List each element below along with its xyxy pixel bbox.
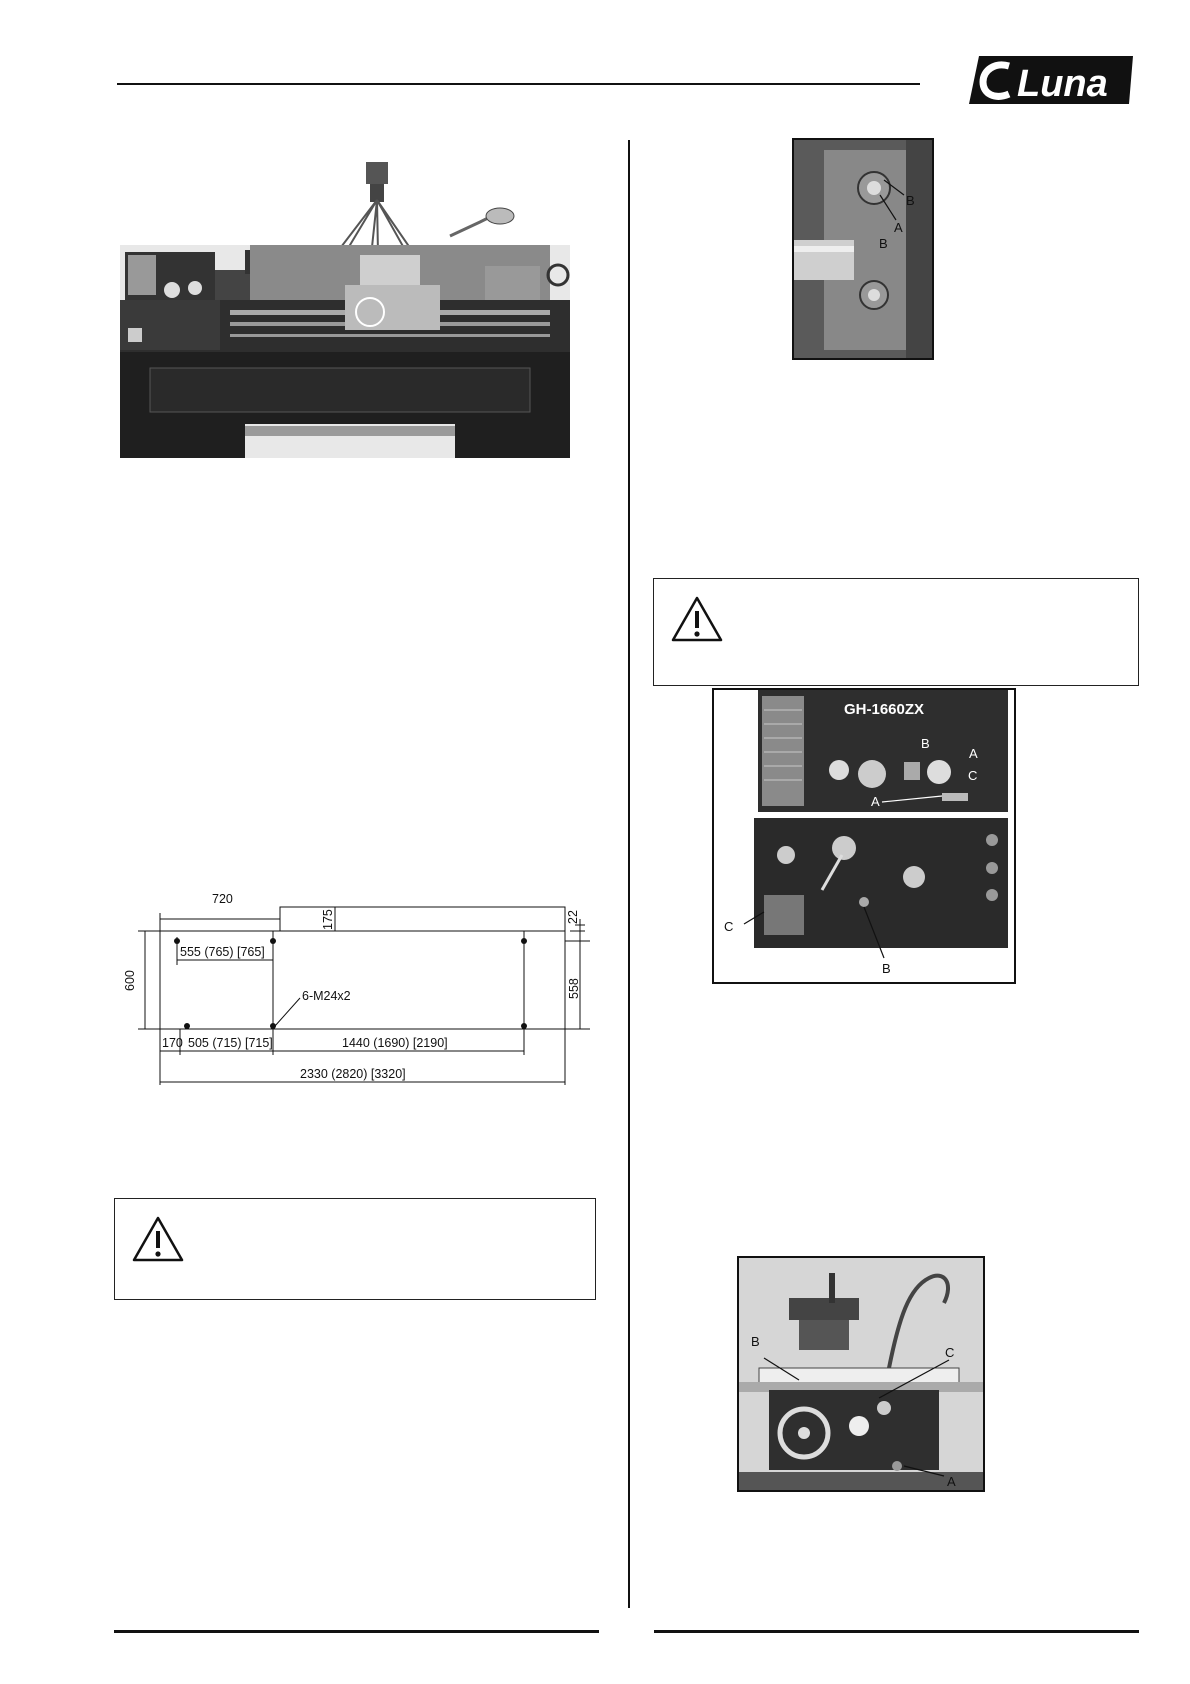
warning-box-left xyxy=(114,1198,596,1300)
headstock-label-b: B xyxy=(921,736,930,751)
chuck-label-b2: B xyxy=(879,236,888,251)
model-plate-text: GH-1660ZX xyxy=(844,701,925,718)
headstock-label-a2: A xyxy=(871,794,880,809)
headstock-label-c: C xyxy=(968,768,978,783)
dim-175: 175 xyxy=(321,909,335,930)
apron-photo xyxy=(737,1256,985,1492)
gearbox-label-c: C xyxy=(724,919,734,934)
dim-600: 600 xyxy=(123,970,137,991)
dim-2330: 2330 (2820) [3320] xyxy=(300,1067,406,1081)
luna-logo-graphic xyxy=(965,52,1137,108)
headstock-panel-photo xyxy=(712,688,1016,984)
chuck-label-a: A xyxy=(894,220,903,235)
warning-box-right xyxy=(653,578,1139,686)
dim-505: 505 (715) [715] xyxy=(188,1036,273,1050)
warning-triangle-icon xyxy=(131,1215,185,1263)
gearbox-label-b: B xyxy=(882,961,891,976)
dim-720: 720 xyxy=(212,892,233,906)
bolt-spec: 6-M24x2 xyxy=(302,989,351,1003)
apron-label-a: A xyxy=(947,1474,956,1489)
header-rule xyxy=(117,83,920,85)
apron-label-c: C xyxy=(945,1345,955,1360)
lathe-lifting-photo xyxy=(120,160,570,458)
chuck-label-b1: B xyxy=(906,193,915,208)
warning-triangle-icon xyxy=(670,595,724,643)
dim-1440: 1440 (1690) [2190] xyxy=(342,1036,448,1050)
foundation-drawing xyxy=(120,885,590,1100)
footer-rule-left xyxy=(114,1630,599,1633)
dim-558: 558 xyxy=(567,978,581,999)
chuck-closeup-photo xyxy=(792,138,934,360)
luna-logo xyxy=(965,52,1137,108)
logo-text: Luna xyxy=(1017,63,1108,105)
dim-22: 22 xyxy=(566,910,580,924)
apron-label-b: B xyxy=(751,1334,760,1349)
dim-170: 170 xyxy=(162,1036,183,1050)
column-divider xyxy=(628,140,630,1608)
footer-rule-right xyxy=(654,1630,1139,1633)
headstock-label-a: A xyxy=(969,746,978,761)
dim-555: 555 (765) [765] xyxy=(180,945,265,959)
